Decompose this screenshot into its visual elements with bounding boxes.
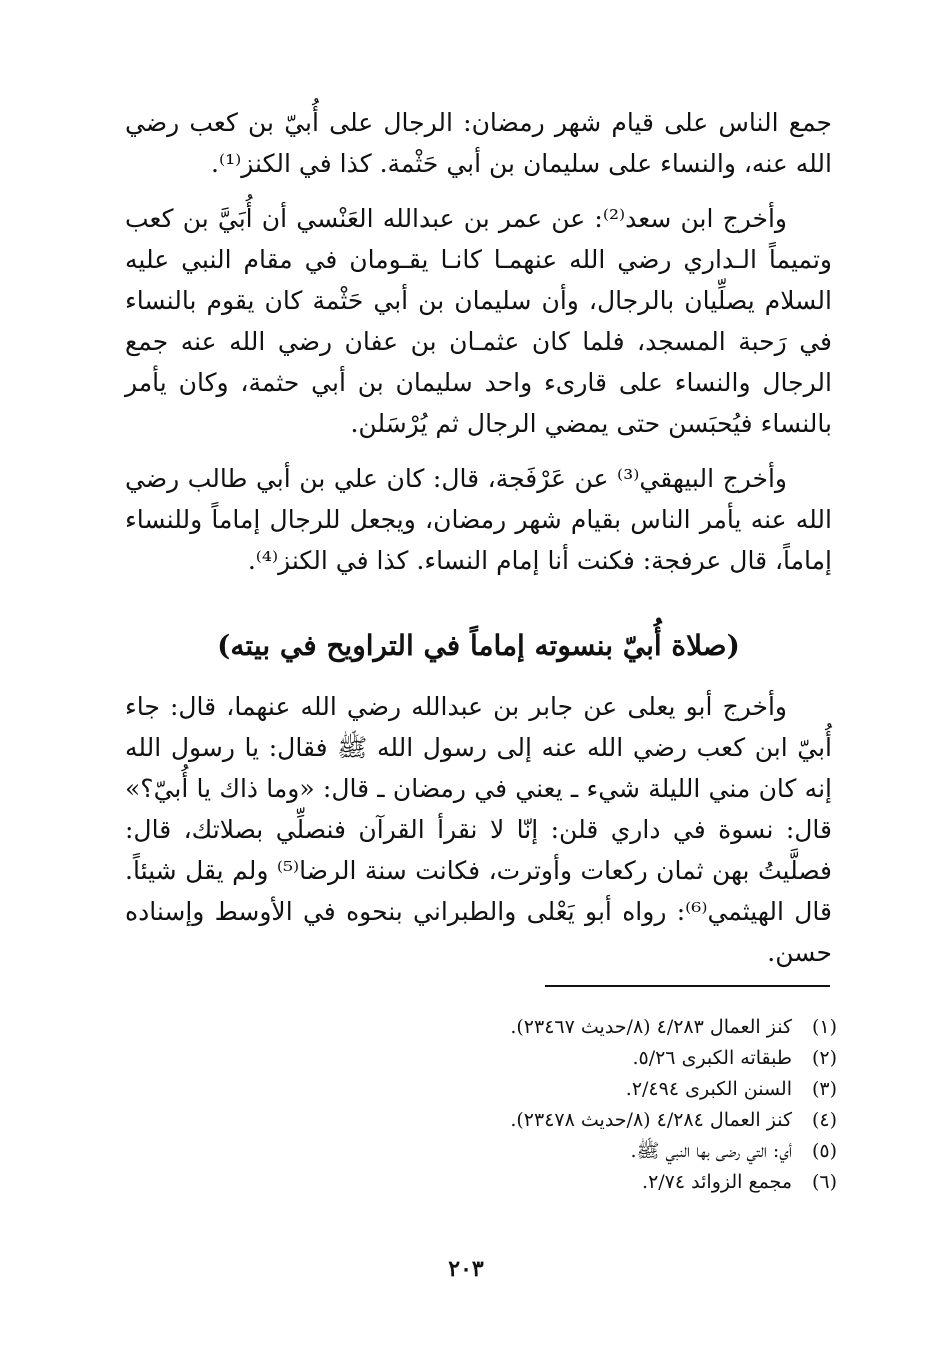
paragraph-abu-yala: وأخرج أبو يعلى عن جابر بن عبدالله رضي الله عنهما، قال: جاء أُبيّ ابن كعب رضي الله عنه إلى رسول الله ﷺ فقال: يا رسول الله إنه كان مني الليلة شيء ـ يعني في رمضان ـ قال: «وما ذاك يا أُبيّ؟» قال: نسوة في داري قلن: إنّا لا نقرأ القرآن فنصلِّي بصلاتك، قال: فصلَّيتُ بهن ثمان ركعات وأوترت، فكانت سنة الرضا⁽⁵⁾ ولم يقل شيئاً. قال الهيثمي⁽⁶⁾: رواه أبو يَعْلى والطبراني بنحوه في الأوسط وإسناده حسن. — [125, 692, 832, 967]
page-number: ٢٠٣ — [448, 1256, 484, 1282]
section-heading: (صلاة أُبيّ بنسوته إماماً في التراويح في بيته) — [217, 629, 740, 662]
footnote-text: كنز العمال ٤/٢٨٤ (٨/حديث ٢٣٤٧٨). — [510, 1109, 792, 1131]
footnotes — [300, 1012, 837, 1198]
footnote-item — [300, 1105, 837, 1136]
paragraph-bayhaqi: وأخرج البيهقي⁽³⁾ عن عَرْفَجة، قال: كان علي بن أبي طالب رضي الله عنه يأمر الناس بقيام شهر رمضان، ويجعل للرجال إماماً وللنساء إماماً، قال عرفجة: فكنت أنا إمام النساء. كذا في الكنز⁽⁴⁾. — [125, 464, 832, 575]
footnote-item — [300, 1167, 837, 1198]
footnote-number: (٥) — [811, 1140, 837, 1162]
footnote-divider — [545, 985, 830, 987]
paragraph-continuation: جمع الناس على قيام شهر رمضان: الرجال على أُبيّ بن كعب رضي الله عنه، والنساء على سليمان بن أبي حَثْمة. كذا في الكنز⁽¹⁾. — [125, 108, 832, 178]
footnote-text: طبقاته الكبرى ٥/٢٦. — [632, 1047, 792, 1069]
footnote-number: (٣) — [811, 1078, 837, 1100]
body-text-lower — [125, 686, 832, 973]
footnote-text: أي: التي رضى بها النبي ﷺ. — [630, 1140, 792, 1162]
footnote-text: مجمع الزوائد ٢/٧٤. — [642, 1171, 792, 1193]
footnote-number: (٢) — [811, 1047, 837, 1069]
footnote-item — [300, 1043, 837, 1074]
paragraph-ibn-saad: وأخرج ابن سعد⁽²⁾: عن عمر بن عبدالله العَنْسي أن أُبَيَّ بن كعب وتميماً الـداري رضي الله عنهمـا كانـا يقـومان في مقام النبي عليه السلام يصلِّيان بالرجال، وأن سليمان بن أبي حَثْمة كان يقوم بالنساء في رَحبة المسجد، فلما كان عثمـان بن عفان رضي الله عنه جمع الرجال والنساء على قارىء واحد سليمان بن أبي حثمة، وكان يأمر بالنساء فيُحبَسن حتى يمضي الرجال ثم يُرْسَلن. — [125, 204, 832, 438]
footnote-number: (٤) — [811, 1109, 837, 1131]
footnote-number: (١) — [811, 1016, 837, 1038]
footnote-item — [300, 1012, 837, 1043]
footnote-text: كنز العمال ٤/٢٨٣ (٨/حديث ٢٣٤٦٧). — [510, 1016, 792, 1038]
footnote-item — [300, 1136, 837, 1167]
footnote-number: (٦) — [811, 1171, 837, 1193]
body-text-upper — [125, 102, 832, 581]
footnote-text: السنن الكبرى ٢/٤٩٤. — [625, 1078, 792, 1100]
footnote-item — [300, 1074, 837, 1105]
